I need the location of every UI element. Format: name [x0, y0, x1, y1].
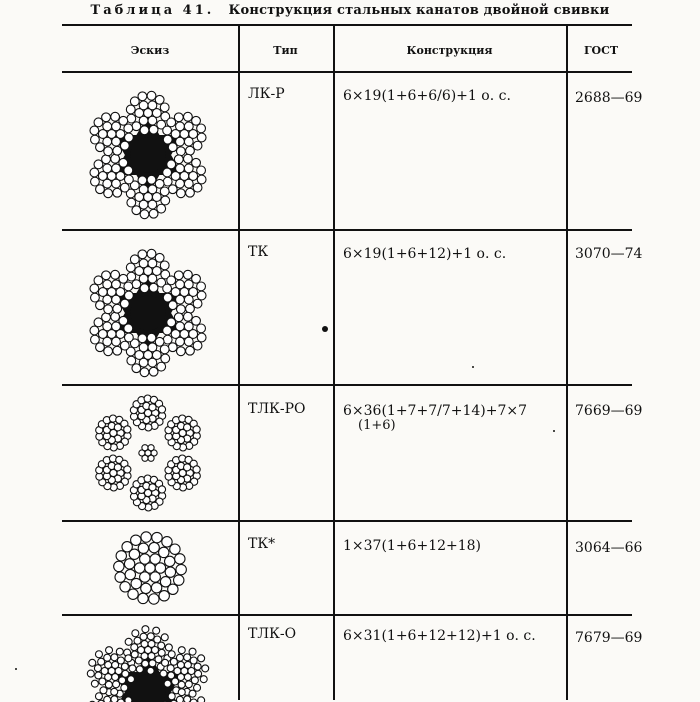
- wire: [142, 660, 149, 667]
- row-divider: [62, 520, 632, 522]
- wire: [164, 680, 171, 687]
- row-5-type: ТЛК-О: [248, 626, 297, 642]
- wire: [90, 168, 99, 177]
- wire: [140, 554, 150, 564]
- wire: [176, 322, 185, 331]
- wire: [90, 326, 99, 335]
- wire: [139, 343, 148, 352]
- header-type: Тип: [273, 44, 298, 57]
- row-4-gost: 3064—66: [575, 540, 643, 556]
- wire: [138, 92, 147, 101]
- wire: [126, 263, 135, 272]
- wire: [148, 358, 157, 367]
- wire: [174, 575, 184, 585]
- wire: [91, 177, 100, 186]
- wire: [177, 661, 184, 668]
- wire: [176, 347, 185, 356]
- wire: [104, 189, 113, 198]
- wire: [174, 113, 183, 122]
- wire: [124, 133, 133, 142]
- wire: [121, 663, 128, 670]
- wire: [150, 572, 160, 582]
- caption-title: Конструкция стальных канатов двойной свивки: [228, 3, 610, 18]
- wire: [91, 135, 100, 144]
- wire: [124, 166, 133, 175]
- wire: [178, 647, 185, 654]
- wire: [186, 304, 195, 313]
- wire: [111, 312, 120, 321]
- wire: [140, 633, 147, 640]
- wire: [167, 665, 174, 672]
- wire: [102, 113, 111, 122]
- wire: [138, 543, 148, 553]
- wire: [184, 654, 191, 661]
- wire: [168, 693, 175, 700]
- sketch-tk-single: [105, 523, 195, 613]
- wire: [174, 155, 183, 164]
- wire: [152, 532, 162, 542]
- wire: [184, 295, 193, 304]
- row-3-gost: 7669—69: [575, 403, 643, 419]
- wire: [149, 125, 158, 134]
- row-4-type: ТК*: [248, 536, 276, 552]
- wire: [139, 259, 148, 268]
- wire: [140, 284, 149, 293]
- wire: [138, 334, 147, 343]
- wire: [105, 681, 112, 688]
- wire: [87, 670, 94, 677]
- wire: [161, 354, 170, 363]
- wire: [103, 322, 112, 331]
- wire: [176, 564, 186, 574]
- header-construction: Конструкция: [406, 44, 493, 57]
- wire: [176, 147, 185, 156]
- wire: [102, 271, 111, 280]
- wire: [149, 283, 158, 292]
- wire: [122, 542, 132, 552]
- wire: [116, 551, 126, 561]
- wire: [104, 347, 113, 356]
- wire: [189, 690, 196, 697]
- wire: [124, 282, 133, 291]
- wire: [103, 280, 112, 289]
- wire: [197, 324, 206, 333]
- wire: [202, 665, 209, 672]
- wire: [161, 634, 168, 641]
- wire: [112, 295, 121, 304]
- wire: [113, 304, 122, 313]
- wire: [168, 584, 178, 594]
- wire: [149, 209, 158, 218]
- scan-speck: [472, 366, 474, 368]
- wire: [125, 655, 132, 662]
- wire: [198, 655, 205, 662]
- wire: [120, 582, 130, 592]
- wire: [147, 333, 156, 342]
- wire: [112, 137, 121, 146]
- wire: [193, 426, 200, 433]
- core-fill: [130, 137, 165, 172]
- scan-speck: [322, 326, 328, 332]
- wire: [116, 648, 123, 655]
- wire: [111, 270, 120, 279]
- wire: [124, 426, 131, 433]
- wire: [158, 486, 165, 493]
- wire: [160, 670, 167, 677]
- wire: [113, 188, 122, 197]
- wire: [102, 313, 111, 322]
- wire: [174, 313, 183, 322]
- wire: [176, 122, 185, 131]
- wire: [104, 147, 113, 156]
- wire: [138, 593, 148, 603]
- row-4-construction: 1×37(1+6+12+18): [343, 538, 482, 554]
- row-5-gost: 7679—69: [575, 630, 643, 646]
- wire: [131, 535, 141, 545]
- wire: [186, 188, 195, 197]
- wire: [113, 681, 120, 688]
- wire: [112, 337, 121, 346]
- wire: [160, 103, 169, 112]
- wire: [163, 284, 172, 293]
- wire: [127, 198, 136, 207]
- wire: [103, 164, 112, 173]
- wire: [174, 271, 183, 280]
- wire: [114, 424, 121, 431]
- wire: [186, 346, 195, 355]
- wire: [142, 445, 148, 451]
- table-caption: [0, 3, 700, 18]
- sketch-tlk-o: [73, 612, 233, 702]
- wire: [163, 126, 172, 135]
- wire: [148, 653, 155, 660]
- wire: [147, 91, 156, 100]
- row-2-gost: 3070—74: [575, 246, 643, 262]
- wire: [113, 346, 122, 355]
- wire: [149, 484, 156, 491]
- wire: [153, 627, 160, 634]
- wire: [197, 133, 206, 142]
- wire: [124, 559, 134, 569]
- wire: [131, 578, 141, 588]
- wire: [95, 651, 102, 658]
- wire: [158, 642, 165, 649]
- wire: [124, 466, 131, 473]
- wire: [141, 640, 148, 647]
- wire: [104, 654, 111, 661]
- wire: [184, 137, 193, 146]
- wire: [95, 672, 102, 679]
- wire: [170, 544, 180, 554]
- wire: [197, 124, 206, 133]
- wire: [132, 630, 139, 637]
- sketch-lk-r: [73, 80, 233, 230]
- wire: [106, 647, 113, 654]
- wire: [114, 464, 121, 471]
- wire: [163, 177, 172, 186]
- wire: [102, 155, 111, 164]
- wire: [103, 122, 112, 131]
- row-3-construction-cont: (1+6): [358, 418, 396, 433]
- wire: [124, 324, 133, 333]
- wire: [124, 333, 133, 342]
- wire: [159, 591, 169, 601]
- wire: [197, 291, 206, 300]
- wire: [163, 293, 172, 302]
- wire: [183, 112, 192, 121]
- wire: [148, 455, 154, 461]
- wire: [184, 464, 191, 471]
- wire: [91, 680, 98, 687]
- wire: [176, 654, 183, 661]
- wire: [151, 583, 161, 593]
- wire: [127, 676, 134, 683]
- wire: [185, 681, 192, 688]
- wire: [176, 164, 185, 173]
- wire: [149, 404, 156, 411]
- wire: [112, 179, 121, 188]
- wire: [142, 626, 149, 633]
- wire: [194, 663, 201, 670]
- wire: [140, 368, 149, 377]
- column-divider: [238, 24, 240, 700]
- wire: [104, 696, 111, 702]
- wire: [148, 200, 157, 209]
- wire: [131, 651, 138, 658]
- wire: [165, 567, 175, 577]
- wire: [140, 210, 149, 219]
- wire: [184, 674, 191, 681]
- wire: [184, 424, 191, 431]
- wire: [111, 696, 118, 702]
- wire: [165, 556, 175, 566]
- wire: [147, 249, 156, 258]
- row-3-type: ТЛК-РО: [248, 401, 306, 417]
- wire: [197, 175, 206, 184]
- wire: [111, 112, 120, 121]
- wire: [141, 532, 151, 542]
- wire: [183, 270, 192, 279]
- wire: [160, 345, 169, 354]
- wire: [127, 114, 136, 123]
- wire: [163, 335, 172, 344]
- wire: [112, 674, 119, 681]
- wire: [149, 542, 159, 552]
- row-2-construction: 6×19(1+6+12)+1 о. с.: [343, 246, 507, 262]
- wire: [136, 666, 143, 673]
- table-top-rule: [62, 24, 632, 26]
- sketch-tk: [73, 238, 233, 388]
- caption-lead: Таблица 41.: [90, 3, 215, 18]
- wire: [184, 179, 193, 188]
- row-1-gost: 2688—69: [575, 90, 643, 106]
- wire: [184, 696, 191, 702]
- wire: [163, 168, 172, 177]
- header-bottom-rule: [62, 71, 632, 73]
- wire: [176, 280, 185, 289]
- wire: [176, 189, 185, 198]
- wire: [158, 406, 165, 413]
- wire: [148, 445, 154, 451]
- wire: [115, 572, 125, 582]
- core-fill: [130, 295, 165, 330]
- header-gost: ГОСТ: [583, 44, 619, 57]
- wire: [165, 644, 172, 651]
- wire: [124, 291, 133, 300]
- sketch-tlk-ro: [73, 388, 233, 518]
- wire: [149, 367, 158, 376]
- wire: [94, 665, 101, 672]
- wire: [111, 654, 118, 661]
- row-1-construction: 6×19(1+6+6/6)+1 о. с.: [343, 88, 511, 104]
- wire: [197, 333, 206, 342]
- row-3-construction: 6×36(1+7+7/7+14)+7×7: [343, 403, 528, 419]
- wire: [91, 335, 100, 344]
- wire: [178, 681, 185, 688]
- wire: [176, 696, 183, 702]
- wire: [131, 644, 138, 651]
- wire: [138, 176, 147, 185]
- wire: [140, 126, 149, 135]
- wire: [148, 274, 157, 283]
- wire: [178, 689, 185, 696]
- wire: [114, 561, 124, 571]
- wire: [125, 697, 132, 702]
- wire: [91, 293, 100, 302]
- wire: [176, 305, 185, 314]
- wire: [183, 312, 192, 321]
- wire: [198, 697, 205, 702]
- wire: [111, 688, 118, 695]
- wire: [168, 672, 175, 679]
- wire: [158, 649, 165, 656]
- wire: [122, 670, 129, 677]
- wire: [147, 633, 154, 640]
- wire: [197, 166, 206, 175]
- wire: [138, 250, 147, 259]
- wire: [159, 547, 169, 557]
- column-divider: [333, 24, 335, 700]
- wire: [104, 305, 113, 314]
- wire: [163, 326, 172, 335]
- wire: [184, 337, 193, 346]
- wire: [127, 356, 136, 365]
- wire: [124, 175, 133, 184]
- wire: [100, 687, 107, 694]
- wire: [125, 638, 132, 645]
- wire: [147, 175, 156, 184]
- wire: [90, 126, 99, 135]
- wire: [162, 659, 169, 666]
- wire: [90, 284, 99, 293]
- wire: [124, 124, 133, 133]
- header-sketch: Эскиз: [130, 44, 170, 57]
- wire: [111, 154, 120, 163]
- wire: [200, 676, 207, 683]
- wire: [189, 648, 196, 655]
- wire: [139, 101, 148, 110]
- row-1-type: ЛК-Р: [248, 86, 285, 102]
- scan-speck: [553, 430, 555, 432]
- wire: [197, 282, 206, 291]
- wire: [126, 105, 135, 114]
- wire: [149, 660, 156, 667]
- wire: [168, 651, 175, 658]
- wire: [121, 684, 128, 691]
- wire: [89, 659, 96, 666]
- row-5-construction: 6×31(1+6+12+12)+1 о. с.: [343, 628, 536, 644]
- wire: [195, 670, 202, 677]
- wire: [193, 466, 200, 473]
- wire: [183, 154, 192, 163]
- wire: [149, 594, 159, 604]
- wire: [129, 665, 136, 672]
- scan-speck: [15, 668, 17, 670]
- wire: [139, 185, 148, 194]
- wire: [161, 196, 170, 205]
- row-2-type: ТК: [248, 244, 269, 260]
- column-divider: [566, 24, 568, 700]
- wire: [125, 569, 135, 579]
- wire: [141, 583, 151, 593]
- wire: [175, 554, 185, 564]
- wire: [105, 661, 112, 668]
- wire: [127, 272, 136, 281]
- wire: [163, 135, 172, 144]
- wire: [160, 187, 169, 196]
- wire: [147, 667, 154, 674]
- wire: [160, 261, 169, 270]
- wire: [113, 146, 122, 155]
- wire: [186, 146, 195, 155]
- wire: [148, 116, 157, 125]
